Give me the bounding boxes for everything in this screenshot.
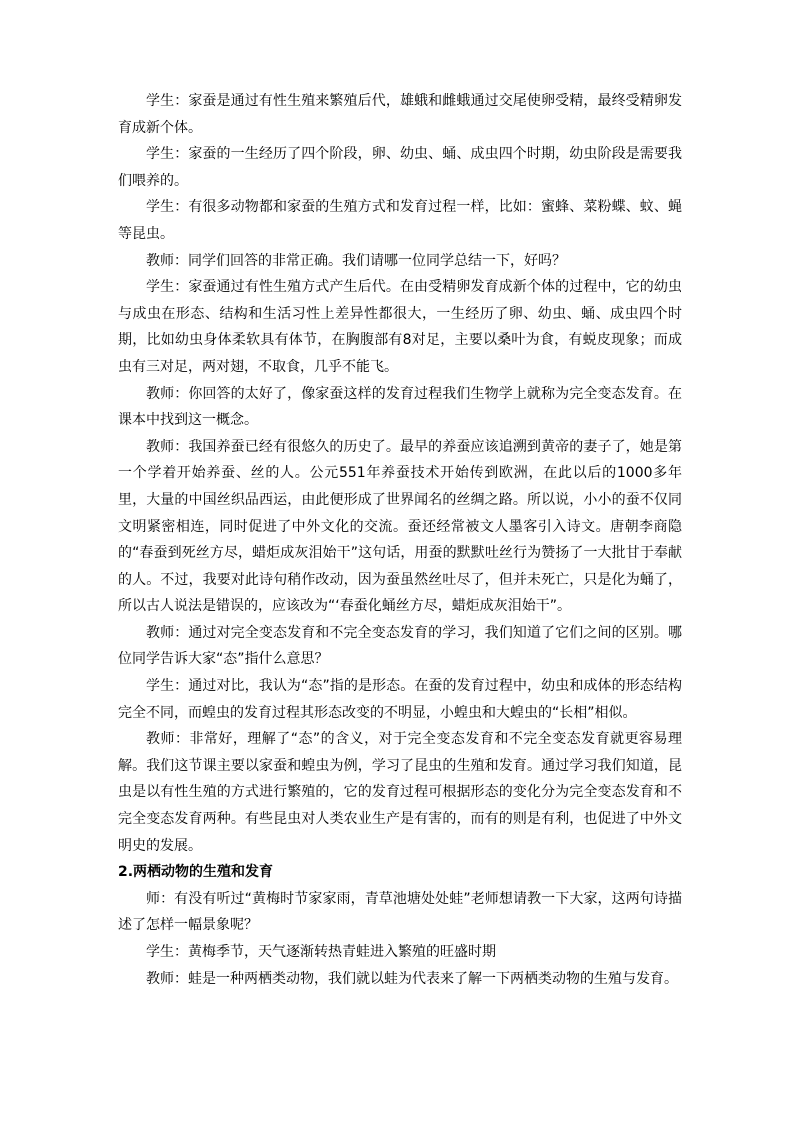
paragraph: 教师：你回答的太好了，像家蚕这样的发育过程我们生物学上就称为完全变态发育。在课本中找到这一概念。 [118,385,682,429]
section-heading: 2.两栖动物的生殖和发育 [118,864,274,881]
paragraph: 教师：通过对完全变态发育和不完全变态发育的学习，我们知道了它们之间的区别。哪位同学告诉大家“态”指什么意思？ [118,624,682,668]
paragraph: 教师：非常好，理解了“态”的含义，对于完全变态发育和不完全变态发育就更容易理解。我们这节课主要以家蚕和蝗虫为例，学习了昆虫的生殖和发育。通过学习我们知道，昆虫是以有性生殖的方式进行繁殖的，它的发育过程可根据形态的变化分为完全变态发育和不完全变态发育两种。有些昆虫对人类农业生产是有害的，而有的则是有利，也促进了中外文明史的发展。 [118,731,682,854]
paragraph: 学生：通过对比，我认为“态”指的是形态。在蚕的发育过程中，幼虫和成体的形态结构完全不同，而蝗虫的发育过程其形态改变的不明显，小蝗虫和大蝗虫的“长相”相似。 [118,678,682,721]
paragraph: 学生：家蚕的一生经历了四个阶段，卵、幼虫、蛹、成虫四个时期，幼虫阶段是需要我们喂养的。 [118,146,682,189]
paragraph: 教师：同学们回答的非常正确。我们请哪一位同学总结一下，好吗？ [146,252,566,269]
paragraph: 学生：家蚕通过有性生殖方式产生后代。在由受精卵发育成新个体的过程中，它的幼虫与成虫在形态、结构和生活习性上差异性都很大，一生经历了卵、幼虫、蛹、成虫四个时期，比如幼虫身体柔软具有体节，在胸腹部有8对足，主要以桑叶为食，有蜕皮现象；而成虫有三对足，两对翅，不取食，几乎不能飞。 [118,279,682,375]
paragraph: 学生：黄梅季节，天气逐渐转热青蛙进入繁殖的旺盛时期 [146,944,496,960]
paragraph: 教师：蛙是一种两栖类动物，我们就以蛙为代表来了解一下两栖类动物的生殖与发育。 [146,970,678,987]
paragraph: 学生：家蚕是通过有性生殖来繁殖后代，雄蛾和雌蛾通过交尾使卵受精，最终受精卵发育成新个体。 [118,93,682,136]
document-body [118,88,682,992]
paragraph: 教师：我国养蚕已经有很悠久的历史了。最早的养蚕应该追溯到黄帝的妻子了，她是第一个学着开始养蚕、丝的人。公元551年养蚕技术开始传到欧洲，在此以后的1000多年里，大量的中国丝织品西运，由此便形成了世界闻名的丝绸之路。所以说，小小的蚕不仅同文明紧密相连，同时促进了中外文化的交流。蚕还经常被文人墨客引入诗文。唐朝李商隐的“春蚕到死丝方尽，蜡炬成灰泪始干”这句话，用蚕的默默吐丝行为赞扬了一大批甘于奉献的人。不过，我要对此诗句稍作改动，因为蚕虽然丝吐尽了，但并未死亡，只是化为蛹了，所以古人说法是错误的，应该改为“‘春蚕化蛹丝方尽，蜡炬成灰泪始干”。 [118,438,682,615]
paragraph: 师：有没有听过“黄梅时节家家雨，青草池塘处处蛙”老师想请教一下大家，这两句诗描述了怎样一幅景象呢？ [118,890,682,934]
paragraph: 学生：有很多动物都和家蚕的生殖方式和发育过程一样，比如：蜜蜂、菜粉蝶、蚊、蝇等昆虫。 [118,199,682,242]
